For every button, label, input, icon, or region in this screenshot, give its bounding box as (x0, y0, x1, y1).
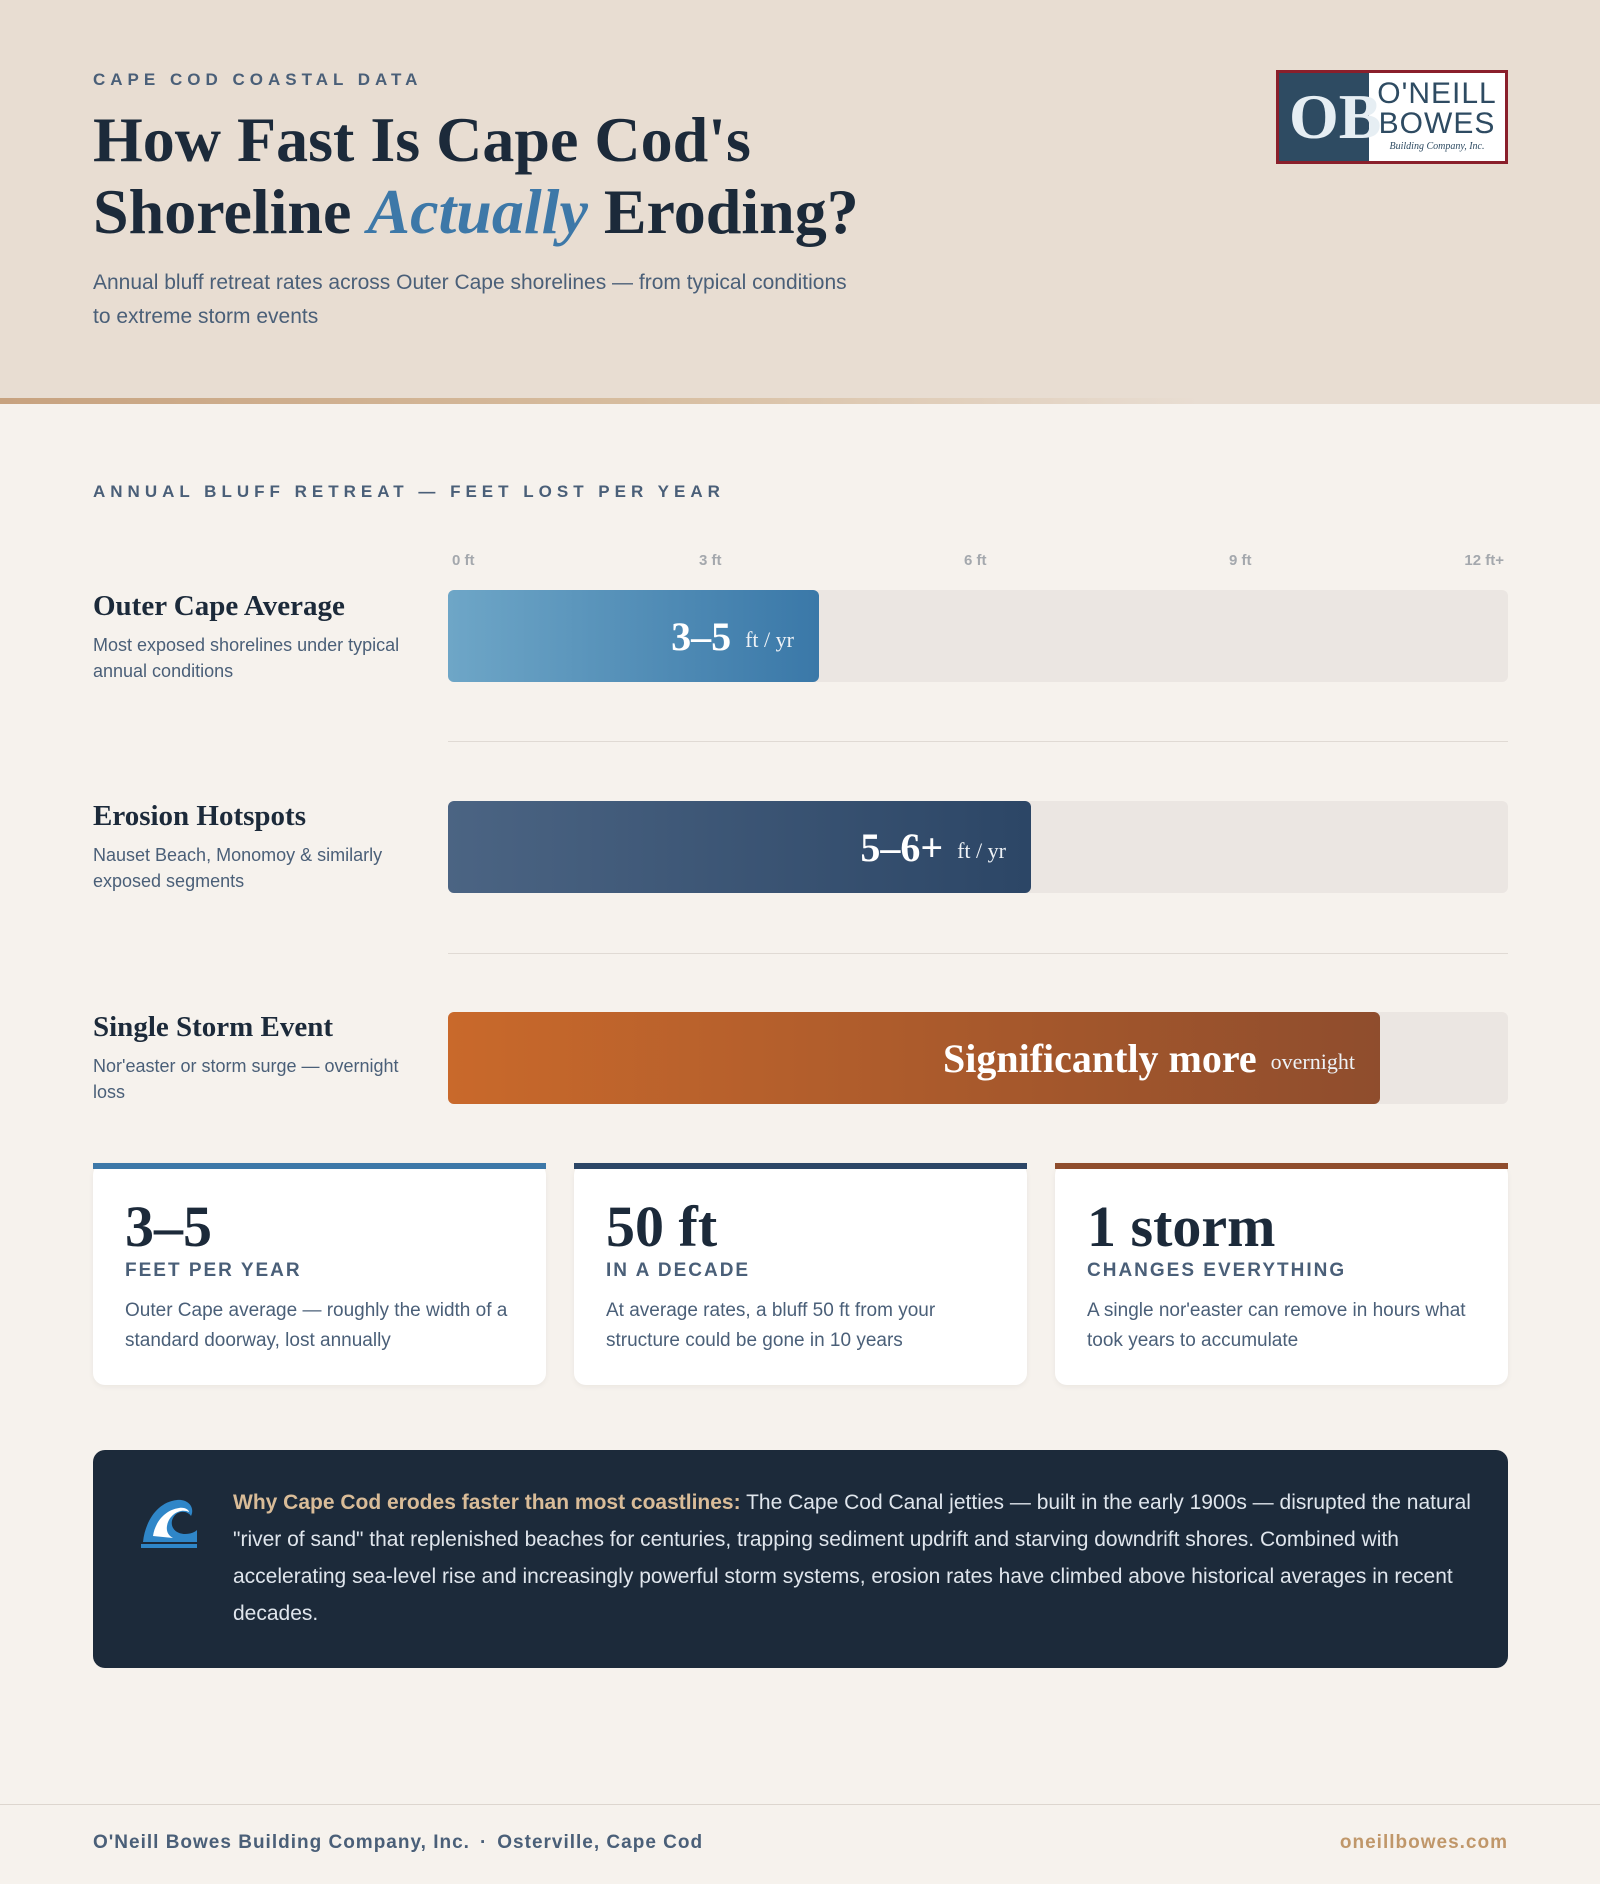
title-part1: How Fast Is Cape Cod's Shoreline (93, 104, 751, 247)
eyebrow: CAPE COD COASTAL DATA (93, 70, 423, 89)
footer-website-link[interactable]: oneillbowes.com (1339, 1832, 1508, 1853)
bar-unit-label: ft / yr (745, 627, 794, 652)
bar-hotspots (448, 801, 1031, 893)
logo-line-3: Building Company, Inc. (1389, 141, 1485, 152)
page-subtitle: Annual bluff retreat rates across Outer Cape shorelines — from typical conditions to extreme storm events (93, 271, 847, 328)
stat-label: FEET PER YEAR (125, 1260, 302, 1281)
stat-card-decade (574, 1163, 1027, 1385)
stat-description: Outer Cape average — roughly the width of a standard doorway, lost annually (125, 1300, 508, 1351)
row-divider (448, 953, 1508, 954)
bar-track (448, 590, 1508, 682)
x-tick-label: 9 ft (1229, 552, 1252, 569)
info-callout (93, 1450, 1508, 1668)
stat-description: At average rates, a bluff 50 ft from your structure could be gone in 10 years (606, 1300, 936, 1351)
x-tick-label: 12 ft+ (1464, 552, 1504, 569)
title-part2: Eroding? (587, 176, 859, 247)
card-accent (1055, 1163, 1508, 1169)
bar-storm-event (448, 1012, 1380, 1104)
card-accent (93, 1163, 546, 1169)
bar-unit-label: overnight (1270, 1049, 1355, 1074)
bar-value-label: 3–5 (671, 613, 732, 659)
page-title (93, 104, 993, 248)
wave-icon (139, 1492, 199, 1548)
header (0, 0, 1600, 402)
header-divider (0, 398, 1600, 404)
category-label: Outer Cape Average (93, 590, 345, 622)
company-logo (1276, 70, 1508, 164)
x-tick-label: 3 ft (699, 552, 722, 569)
row-divider (448, 741, 1508, 742)
logo-monogram-icon (1287, 81, 1382, 152)
title-accent: Actually (367, 176, 588, 247)
x-tick-label: 6 ft (964, 552, 987, 569)
footer-location: Osterville, Cape Cod (497, 1832, 704, 1853)
stat-label: IN A DECADE (606, 1260, 751, 1281)
category-label: Erosion Hotspots (93, 800, 306, 832)
info-text (233, 1484, 1473, 1632)
category-label: Single Storm Event (93, 1011, 334, 1043)
logo-mark (1279, 73, 1382, 161)
bar-unit-label: ft / yr (957, 838, 1006, 863)
bar-track (448, 1012, 1508, 1104)
footer-credit (93, 1832, 703, 1854)
stat-value: 3–5 (125, 1194, 212, 1259)
bar-track (448, 801, 1508, 893)
logo-line-2: BOWES (1378, 107, 1496, 140)
category-description: Nauset Beach, Monomoy & similarly exposed segments (93, 845, 383, 891)
footer-separator: · (479, 1832, 488, 1853)
logo-monogram: OB (1289, 81, 1382, 152)
chart-title: ANNUAL BLUFF RETREAT — FEET LOST PER YEAR (93, 482, 725, 501)
row-label-outer-cape (93, 588, 423, 684)
logo-line-1: O'NEILL (1377, 77, 1497, 110)
category-description: Nor'easter or storm surge — overnight loss (93, 1056, 399, 1102)
stat-value: 1 storm (1087, 1194, 1276, 1259)
logo-text (1369, 73, 1505, 161)
bar-value-label: Significantly more (942, 1035, 1257, 1081)
row-label-storm (93, 1009, 423, 1105)
x-tick-label: 0 ft (452, 552, 475, 569)
stat-card-annual (93, 1163, 546, 1385)
info-lead: Why Cape Cod erodes faster than most coastlines: (233, 1491, 741, 1514)
bar-value-label: 5–6+ (860, 824, 944, 870)
x-axis (448, 552, 1508, 572)
footer-divider (0, 1804, 1600, 1805)
row-label-hotspots (93, 798, 423, 894)
stat-card-storm (1055, 1163, 1508, 1385)
footer-company: O'Neill Bowes Building Company, Inc. (93, 1832, 470, 1853)
card-accent (574, 1163, 1027, 1169)
bar-outer-cape (448, 590, 819, 682)
info-body: The Cape Cod Canal jetties — built in the early 1900s — disrupted the natural "river of sand" that replenished beaches for centuries, trapping sediment updrift and starving downdrift shores. Combined with accelerating sea-level rise and increasingly powerful storm systems, erosion rates have climbed above historical averages in recent decades. (233, 1491, 1471, 1625)
category-description: Most exposed shorelines under typical annual conditions (93, 635, 400, 681)
stat-label: CHANGES EVERYTHING (1087, 1260, 1347, 1281)
stat-description: A single nor'easter can remove in hours what took years to accumulate (1087, 1300, 1466, 1351)
stat-value: 50 ft (606, 1194, 718, 1259)
